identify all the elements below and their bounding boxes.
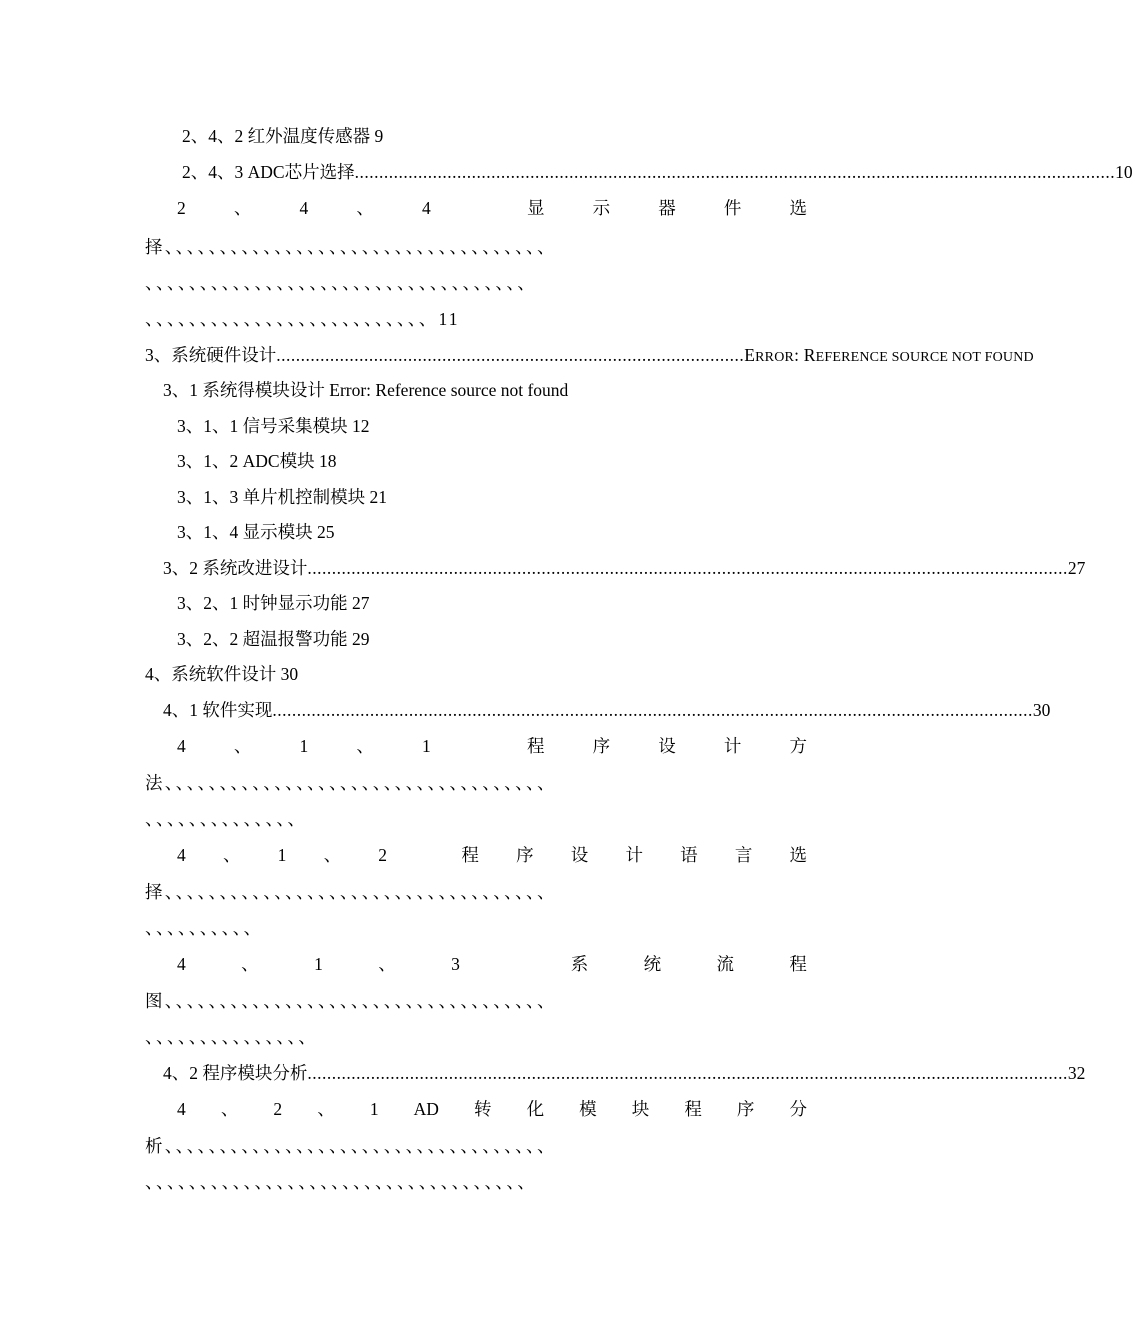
spread-char: 4	[299, 198, 309, 218]
spread-char: 1	[422, 736, 431, 756]
toc-entry-text: 3、2 系统改进设计	[163, 558, 308, 578]
toc-entry[interactable]	[145, 342, 1034, 368]
spread-char: 1	[299, 736, 309, 756]
spread-char: 统	[643, 954, 662, 974]
toc-page-number: 10	[1115, 162, 1133, 182]
spread-char: 程	[461, 845, 479, 865]
spread-char: 3	[451, 954, 460, 974]
spread-char: 4	[177, 845, 186, 865]
toc-entry[interactable]	[177, 519, 901, 545]
wrap-text: 、、、、、、、、、、、、、、	[145, 809, 308, 829]
toc-entry-spread[interactable]	[177, 1096, 807, 1122]
spread-char: 程	[684, 1099, 702, 1119]
spread-char: 计	[723, 736, 742, 756]
wrap-text: 图、、、、、、、、、、、、、、、、、、、、、、、、、、、、、、、、、、、	[145, 991, 557, 1011]
toc-entry-spread[interactable]	[177, 195, 807, 221]
toc-wrap-line	[145, 806, 869, 832]
spread-char: 设	[658, 736, 676, 756]
toc-entry-text: 3、1、4 显示模块 25	[177, 522, 335, 542]
toc-entry-text: 3、系统硬件设计	[145, 345, 277, 365]
toc-entry-text: 3、1、2 ADC模块 18	[177, 451, 337, 471]
spread-char: 、	[220, 1099, 239, 1119]
toc-entry[interactable]	[177, 484, 901, 510]
spread-char: 转	[474, 1099, 492, 1119]
toc-wrap-line	[145, 306, 869, 332]
spread-char: 程	[789, 954, 807, 974]
spread-char: 器	[658, 198, 676, 218]
toc-entry-text: 2、4、2 红外温度传感器 9	[182, 126, 384, 146]
colon: :	[794, 345, 804, 365]
dot-leader: ............................................................................................................................................................	[272, 700, 1033, 720]
spread-char: 2	[273, 1099, 283, 1119]
toc-wrap-line	[145, 770, 869, 796]
spread-char: 计	[625, 845, 643, 865]
spread-char: 1	[314, 954, 323, 974]
toc-entry[interactable]	[182, 123, 906, 149]
spread-char: 显	[527, 198, 545, 218]
toc-error-text	[744, 342, 1034, 371]
cap-letter: R	[803, 345, 816, 365]
spread-char: 系	[570, 954, 589, 974]
spread-char: 程	[527, 736, 545, 756]
spread-char: 1	[369, 1099, 379, 1119]
spread-char: 件	[723, 198, 742, 218]
spread-char: 方	[789, 736, 807, 756]
toc-entry[interactable]	[177, 590, 901, 616]
spread-char: 、	[241, 954, 259, 974]
spread-char: 示	[592, 198, 611, 218]
spread-char: 分	[789, 1099, 807, 1119]
toc-wrap-line	[145, 988, 869, 1014]
spread-char: 、	[233, 736, 252, 756]
toc-entry-text: 4、系统软件设计 30	[145, 664, 299, 684]
dot-leader: ................................................................................................	[276, 345, 745, 365]
toc-wrap-line	[145, 1024, 869, 1050]
toc-wrap-line	[145, 270, 869, 296]
spread-char: 序	[516, 845, 534, 865]
wrap-text: 析、、、、、、、、、、、、、、、、、、、、、、、、、、、、、、、、、、、	[145, 1136, 557, 1156]
toc-page-number: 32	[1067, 1063, 1086, 1083]
spread-char: 2	[378, 845, 387, 865]
toc-entry[interactable]	[163, 1060, 1086, 1086]
toc-entry[interactable]	[177, 413, 901, 439]
wrap-text: 择、、、、、、、、、、、、、、、、、、、、、、、、、、、、、、、、、、、	[145, 237, 557, 257]
toc-entry-spread[interactable]	[177, 733, 807, 759]
spread-char: 、	[222, 845, 241, 865]
dot-leader: ............................................................................................................................................................	[307, 1063, 1068, 1083]
toc-entry-text: 3、2、2 超温报警功能 29	[177, 629, 370, 649]
toc-entry[interactable]	[177, 448, 901, 474]
spread-char: 语	[680, 845, 698, 865]
spread-char: 选	[789, 198, 807, 218]
spread-char: 、	[317, 1099, 335, 1119]
toc-entry-text: 3、1、1 信号采集模块 12	[177, 416, 370, 436]
wrap-text: 、、、、、、、、、、、、、、、	[145, 1027, 318, 1047]
toc-entry-text: 4、2 程序模块分析	[163, 1063, 308, 1083]
spread-char: 模	[579, 1099, 597, 1119]
wrap-text: 、、、、、、、、、、、、、、、、、、、、、、、、、、、、、、、、、、、	[145, 1172, 537, 1192]
spread-char: 、	[323, 845, 342, 865]
dot-leader: ............................................................................................................................................................	[354, 162, 1116, 182]
spread-char: 流	[716, 954, 734, 974]
spread-char: 4	[177, 954, 186, 974]
wrap-text: 、、、、、、、、、、	[145, 918, 264, 938]
spread-char: 4	[422, 198, 431, 218]
toc-entry-text: 2、4、3 ADC芯片选择	[182, 162, 355, 182]
toc-entry[interactable]	[177, 626, 901, 652]
spread-char: 选	[789, 845, 807, 865]
spread-char: 设	[570, 845, 589, 865]
spread-char: 序	[736, 1099, 755, 1119]
spread-char: 、	[233, 198, 252, 218]
toc-entry-text: 3、1 系统得模块设计 Error: Reference source not found	[163, 380, 569, 400]
toc-entry[interactable]	[182, 159, 1133, 185]
small-caps-text: RROR	[755, 350, 795, 365]
wrap-text: 、、、、、、、、、、、、、、、、、、、、、、、、、、11	[145, 309, 460, 329]
spread-char: 、	[356, 198, 374, 218]
toc-entry[interactable]	[145, 661, 869, 687]
toc-entry-spread[interactable]	[177, 951, 807, 977]
toc-entry-text: 3、2、1 时钟显示功能 27	[177, 593, 370, 613]
toc-page-number: 27	[1067, 558, 1086, 578]
spread-char: 4	[177, 1099, 186, 1119]
toc-entry[interactable]	[163, 555, 1086, 581]
toc-wrap-line	[145, 915, 869, 941]
spread-char: 、	[356, 736, 374, 756]
spread-char: 、	[378, 954, 396, 974]
spread-char: 化	[526, 1099, 545, 1119]
wrap-text: 择、、、、、、、、、、、、、、、、、、、、、、、、、、、、、、、、、、、	[145, 882, 557, 902]
spread-char: 2	[177, 198, 186, 218]
toc-wrap-line	[145, 1169, 869, 1195]
toc-page-number: 30	[1032, 700, 1051, 720]
dot-leader: ............................................................................................................................................................	[307, 558, 1068, 578]
toc-wrap-line	[145, 234, 869, 260]
spread-char: 4	[177, 736, 186, 756]
toc-entry-text: 4、1 软件实现	[163, 700, 273, 720]
spread-char: 块	[631, 1099, 650, 1119]
spread-char: AD	[413, 1099, 439, 1119]
small-caps-text: EFERENCE SOURCE NOT FOUND	[815, 350, 1034, 365]
wrap-text: 、、、、、、、、、、、、、、、、、、、、、、、、、、、、、、、、、、、	[145, 273, 537, 293]
toc-entry[interactable]	[163, 377, 887, 403]
cap-letter: E	[744, 345, 756, 365]
toc-entry-spread[interactable]	[177, 842, 807, 868]
toc-wrap-line	[145, 879, 869, 905]
toc-wrap-line	[145, 1133, 869, 1159]
spread-char: 序	[592, 736, 611, 756]
spread-char: 1	[277, 845, 287, 865]
toc-entry-text: 3、1、3 单片机控制模块 21	[177, 487, 387, 507]
wrap-text: 法、、、、、、、、、、、、、、、、、、、、、、、、、、、、、、、、、、、	[145, 773, 557, 793]
spread-char: 言	[734, 845, 753, 865]
toc-entry[interactable]	[163, 697, 1051, 723]
